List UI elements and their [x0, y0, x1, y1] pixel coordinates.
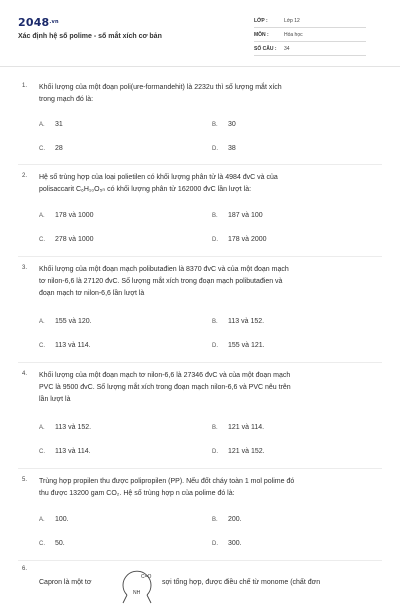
question-line: Trùng hợp propilen thu được polipropilen (PP). Nếu đốt cháy toàn 1 mol polime đó — [39, 478, 295, 485]
option-text: 50. — [55, 540, 65, 547]
option-a[interactable] — [39, 516, 69, 523]
question-line: đoạn mạch tơ nilon-6,6 lần lượt là — [39, 290, 145, 297]
option-b[interactable] — [212, 318, 264, 325]
option-letter: B. — [212, 122, 218, 128]
option-text: 113 và 152. — [228, 318, 265, 325]
question-line: lần lượt là — [39, 396, 71, 403]
question-line: trong mạch đó là: — [39, 96, 94, 103]
question-line: polisaccarit C₆H₁₀O₅ₙ có khối lượng phân tử 162000 đvC lần lượt là: — [39, 186, 252, 193]
option-text: 200. — [228, 516, 242, 523]
meta-class-value: Lớp 12 — [284, 18, 300, 24]
option-text: 38 — [228, 145, 236, 152]
meta-divider — [254, 55, 366, 56]
question-text-tail: sợi tổng hợp, được điều chế từ monome (chất đơn — [162, 579, 321, 586]
question-divider — [18, 468, 382, 469]
option-c[interactable] — [39, 236, 94, 243]
header-divider — [0, 66, 400, 67]
meta-count-key: SỐ CÂU : — [254, 46, 277, 52]
caprolactam-structure — [117, 565, 157, 605]
option-d[interactable] — [212, 145, 236, 152]
question-text — [39, 370, 364, 406]
question-number: 3. — [22, 265, 28, 271]
option-d[interactable] — [212, 342, 265, 349]
page-header — [0, 0, 400, 62]
brand-logo[interactable] — [18, 16, 59, 29]
option-letter: A. — [39, 122, 45, 128]
option-text: 155 và 121. — [228, 342, 265, 349]
option-text: 100. — [55, 516, 69, 523]
option-c[interactable] — [39, 145, 63, 152]
question-text — [39, 172, 364, 196]
question-text — [39, 82, 364, 106]
meta-count-value: 34 — [284, 46, 290, 52]
question-line: PVC là 9500 đvC. Số lượng mắt xích trong đoạn mạch nilon-6,6 và PVC nêu trên — [39, 384, 291, 391]
option-letter: A. — [39, 425, 45, 431]
option-text: 187 và 100 — [228, 212, 263, 219]
meta-subject-key: MÔN : — [254, 32, 269, 38]
option-text: 113 và 114. — [55, 342, 91, 349]
question-text — [39, 264, 364, 300]
question-text — [39, 476, 364, 500]
ring-bond — [123, 595, 127, 603]
option-letter: D. — [212, 343, 218, 349]
question-number: 2. — [22, 173, 28, 179]
option-b[interactable] — [212, 424, 264, 431]
option-d[interactable] — [212, 540, 242, 547]
option-text: 113 và 114. — [55, 448, 91, 455]
option-letter: C. — [39, 343, 45, 349]
option-letter: B. — [212, 425, 218, 431]
question-number: 5. — [22, 477, 28, 483]
option-letter: B. — [212, 517, 218, 523]
option-text: 278 và 1000 — [55, 236, 94, 243]
ring-bond — [147, 595, 151, 603]
meta-class-key: LỚP : — [254, 18, 268, 24]
option-letter: D. — [212, 146, 218, 152]
question-line: Khối lượng của một đoạn mạch polibutađien là 8370 đvC và của một đoạn mạch — [39, 266, 289, 273]
option-text: 155 và 120. — [55, 318, 92, 325]
option-letter: B. — [212, 213, 218, 219]
option-b[interactable] — [212, 516, 242, 523]
option-d[interactable] — [212, 448, 265, 455]
option-letter: D. — [212, 237, 218, 243]
option-letter: C. — [39, 449, 45, 455]
meta-divider — [254, 41, 366, 42]
option-a[interactable] — [39, 318, 92, 325]
brand-domain: .vn — [49, 19, 59, 25]
option-letter: C. — [39, 237, 45, 243]
question-number: 1. — [22, 83, 28, 89]
question-divider — [18, 164, 382, 165]
option-letter: B. — [212, 319, 218, 325]
option-c[interactable] — [39, 448, 91, 455]
question-text-lead: Capron là một tơ — [39, 579, 92, 586]
option-text: 121 và 152. — [228, 448, 265, 455]
option-text: 113 và 152. — [55, 424, 92, 431]
option-letter: D. — [212, 541, 218, 547]
option-letter: A. — [39, 517, 45, 523]
brand-name: 2048 — [18, 16, 50, 29]
option-letter: C. — [39, 541, 45, 547]
question-line: Hệ số trùng hợp của loại polietilen có khối lượng phân tử là 4984 đvC và của — [39, 174, 278, 181]
option-text: 178 và 1000 — [55, 212, 94, 219]
option-a[interactable] — [39, 212, 94, 219]
meta-subject-value: Hóa học — [284, 32, 303, 38]
question-divider — [18, 362, 382, 363]
option-a[interactable] — [39, 424, 91, 431]
question-divider — [18, 560, 382, 561]
option-text: 178 và 2000 — [228, 236, 267, 243]
option-text: 28 — [55, 145, 63, 152]
question-number: 6. — [22, 566, 28, 572]
option-text: 300. — [228, 540, 242, 547]
option-a[interactable] — [39, 121, 63, 128]
option-letter: A. — [39, 319, 45, 325]
question-line: Khối lượng của một đoạn mạch tơ nilon-6,6 là 27346 đvC và của một đoạn mạch — [39, 372, 291, 379]
option-c[interactable] — [39, 342, 91, 349]
document-title: Xác định hệ số polime - số mắt xích cơ bản — [18, 33, 162, 40]
option-letter: C. — [39, 146, 45, 152]
option-text: 30 — [228, 121, 236, 128]
question-number: 4. — [22, 371, 28, 377]
question-line: thu được 13200 gam CO₂. Hệ số trùng hợp n của polime đó là: — [39, 490, 235, 497]
option-b[interactable] — [212, 212, 263, 219]
carbonyl-label: C=O — [141, 574, 152, 580]
amine-label: NH — [133, 590, 141, 596]
option-c[interactable] — [39, 540, 65, 547]
option-b[interactable] — [212, 121, 236, 128]
meta-divider — [254, 27, 366, 28]
question-divider — [18, 256, 382, 257]
option-text: 31 — [55, 121, 63, 128]
option-d[interactable] — [212, 236, 267, 243]
option-letter: D. — [212, 449, 218, 455]
question-line: Khối lượng của một đoạn poli(ure-formandehit) là 2232u thì số lượng mắt xích — [39, 84, 282, 91]
question-line: tơ nilon-6,6 là 27120 đvC. Số lượng mắt xích trong đoạn mạch polibutađien và — [39, 278, 283, 285]
option-letter: A. — [39, 213, 45, 219]
option-text: 121 và 114. — [228, 424, 265, 431]
